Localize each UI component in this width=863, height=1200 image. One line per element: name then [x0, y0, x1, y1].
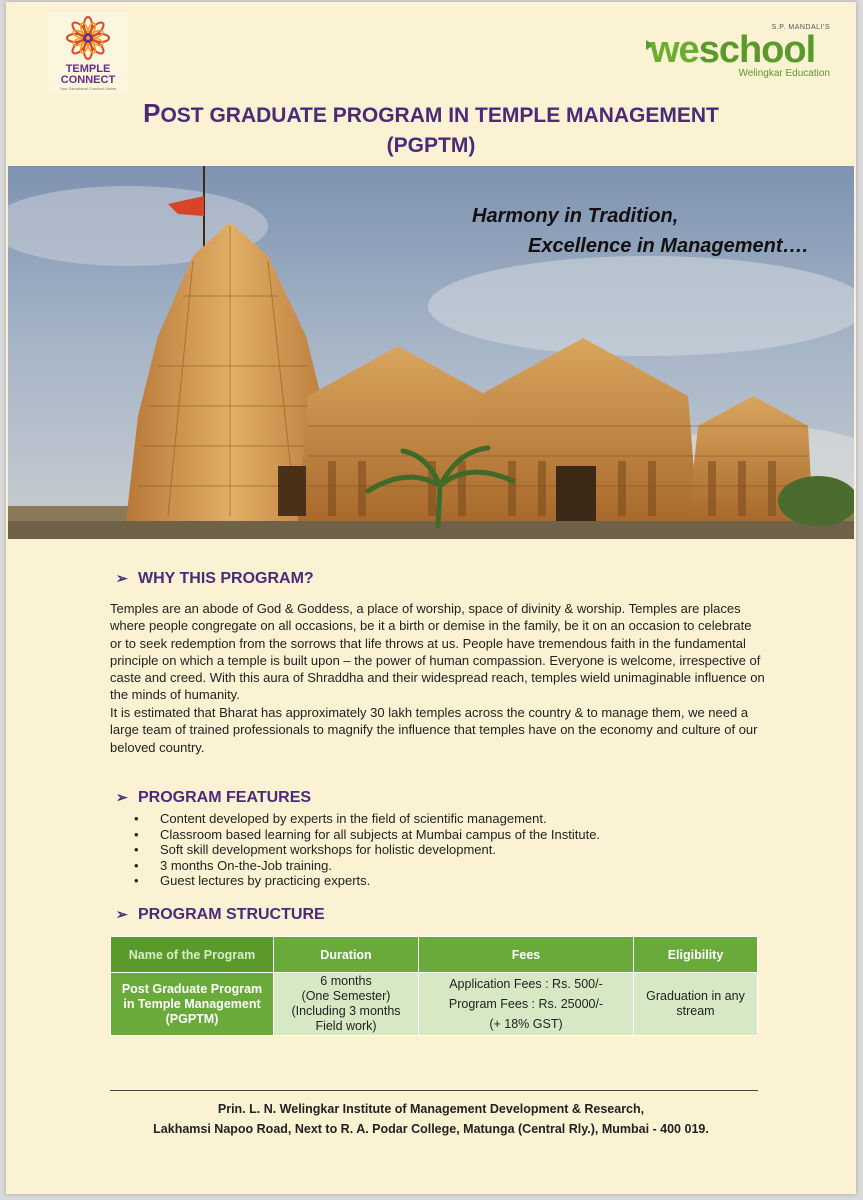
page-title: POST GRADUATE PROGRAM IN TEMPLE MANAGEMENT (PGPTM)	[6, 98, 856, 161]
table-header-row	[111, 937, 758, 973]
why-paragraph-2: It is estimated that Bharat has approximately 30 lakh temples across the country & to manage them, we need a large team of trained professionals to magnify the influence that temples have on the economy and culture of our beloved country.	[110, 705, 758, 755]
footer-line-1: Prin. L. N. Welingkar Institute of Management Development & Research,	[217, 1102, 645, 1116]
structure-heading: ➢ PROGRAM STRUCTURE	[116, 906, 325, 923]
header-eligibility: Eligibility	[634, 937, 758, 973]
cell-fees: Application Fees : Rs. 500/- Program Fees : Rs. 25000/- (+ 18% GST)	[419, 973, 634, 1036]
footer-address	[6, 1099, 856, 1139]
features-list	[134, 811, 600, 889]
cell-eligibility: Graduation in any stream	[634, 973, 758, 1036]
weschool-top-text: S.P. MANDALI'S	[771, 24, 830, 31]
list-item: • Soft skill development workshops for holistic development.	[134, 842, 600, 858]
page-subtitle: (PGPTM)	[386, 134, 476, 157]
table-row	[111, 973, 758, 1036]
weschool-brand: weschool	[650, 29, 816, 71]
slogan-line-2: Excellence in Management….	[528, 235, 809, 257]
why-heading: ➢ WHY THIS PROGRAM?	[116, 570, 314, 587]
temple-connect-name: TEMPLE CONNECT	[60, 63, 116, 86]
footer-divider	[110, 1090, 758, 1091]
header-name: Name of the Program	[111, 937, 274, 973]
header-duration: Duration	[274, 937, 419, 973]
why-paragraph-1: Temples are an abode of God & Goddess, a place of worship, space of divinity & worship. Temples are places where people congregate on all occasions, be it a birth or demise in the family, be it on an occasion to celebrate or to seek redemption from the sorrows that life throws at us. People have tremendous faith in the fundamental principle on which a temple is built upon – the power of human compassion. Everyone is welcome, irrespective of caste and creed. With this aura of Shraddha and their widespread reach, temples wield unimaginable influence on the minds of humanity.	[110, 601, 765, 703]
weschool-logo	[650, 24, 830, 84]
list-item: • Classroom based learning for all subjects at Mumbai campus of the Institute.	[134, 827, 600, 843]
features-heading: ➢ PROGRAM FEATURES	[116, 789, 312, 806]
temple-connect-logo	[47, 12, 129, 94]
cell-duration: 6 months (One Semester) (Including 3 months Field work)	[274, 973, 419, 1036]
weschool-subtitle: Welingkar Education	[738, 68, 830, 79]
list-item: • Guest lectures by practicing experts.	[134, 873, 600, 889]
hero-slogan	[472, 201, 808, 261]
cell-program-name: Post Graduate Program in Temple Management (PGPTM)	[111, 973, 274, 1036]
arrowhead-icon: ➢	[116, 570, 128, 586]
header-fees: Fees	[419, 937, 634, 973]
brochure-page	[6, 2, 856, 1194]
arrowhead-icon: ➢	[116, 789, 128, 805]
list-item: • Content developed by experts in the field of scientific management.	[134, 811, 600, 827]
temple-connect-tagline: Your Devotional Connect Online	[59, 86, 117, 91]
slogan-line-1: Harmony in Tradition,	[472, 205, 679, 227]
mandala-icon	[65, 14, 111, 62]
footer-line-2: Lakhamsi Napoo Road, Next to R. A. Podar College, Matunga (Central Rly.), Mumbai - 400 019.	[153, 1122, 709, 1136]
program-structure-table	[110, 936, 758, 1036]
arrowhead-icon: ➢	[116, 906, 128, 922]
list-item: • 3 months On-the-Job training.	[134, 858, 600, 874]
